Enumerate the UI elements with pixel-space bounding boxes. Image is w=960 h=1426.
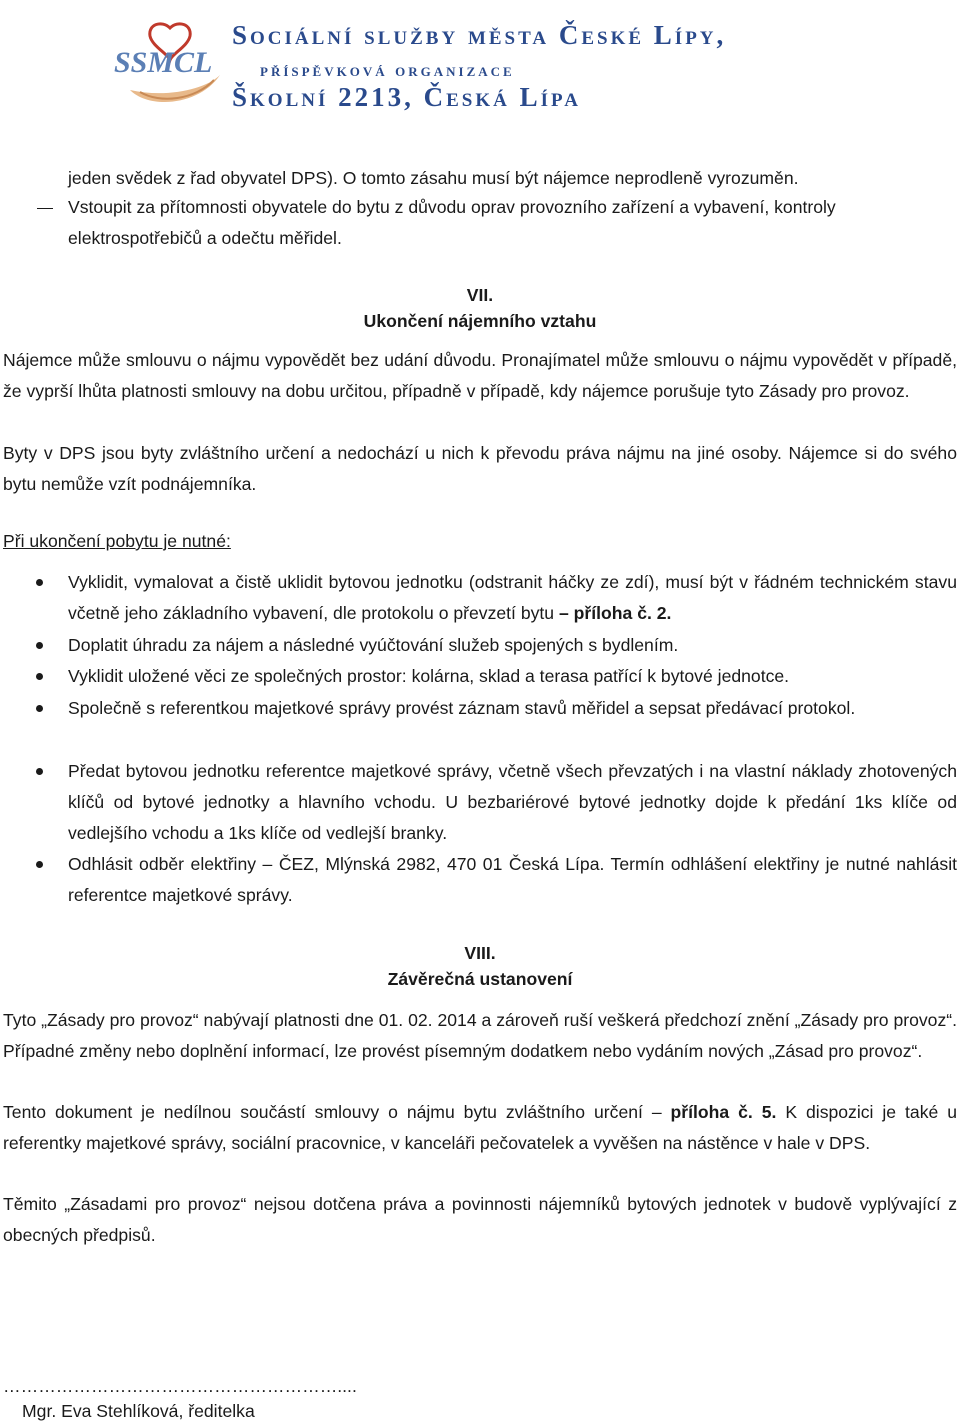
svg-text:SSMCL: SSMCL — [114, 46, 213, 79]
paragraph-attachment — [3, 1097, 957, 1159]
paragraph-validity: Tyto „Zásady pro provoz“ nabývají platnosti dne 01. 02. 2014 a zároveň ruší veškerá předchozí znění „Zásady pro provoz“. Případné změny nebo doplnění informací, lze provést písemným dodatkem nebo vydáním nových „Zásad pro provoz“. — [3, 1010, 957, 1061]
bullet — [36, 768, 43, 775]
paragraph-termination: Nájemce může smlouvu o nájmu vypovědět bez udání důvodu. Pronajímatel může smlouvu o nájmu vypovědět v případě, že vyprší lhůta platnosti smlouvy na dobu určitou, případně v případě, kdy nájemce porušuje tyto Zásady pro provoz. — [3, 350, 957, 401]
bullet — [36, 579, 43, 586]
list-item-enter-flat: Vstoupit za přítomnosti obyvatele do bytu z důvodu oprav provozního zařízení a vybavení, kontroly elektrospotřebičů a odečtu měřidel. — [68, 197, 836, 248]
section-number-viii: VIII. — [464, 943, 496, 963]
list-item-clear-flat — [68, 567, 957, 629]
paragraph-attachment-b: K dispozici je také u referentky majetkové správy, sociální pracovnice, v kanceláři pečovatelek a vyvěšen na nástěnce v hale v DPS. — [3, 1102, 957, 1153]
section-title-viii: Závěrečná ustanovení — [387, 969, 573, 989]
list-item-clear-flat-text: Vyklidit, vymalovat a čistě uklidit bytovou jednotku (odstranit háčky ze zdí), musí být v řádném technickém stavu včetně jeho základního vybavení, dle protokolu o převzetí bytu — [68, 572, 957, 623]
list-item-pay-rent: Doplatit úhradu za nájem a následné vyúčtování služeb spojených s bydlením. — [68, 635, 679, 655]
attachment-ref-5: příloha č. 5. — [670, 1102, 777, 1122]
list-item-clear-storage: Vyklidit uložené věci ze společných prostor: kolárna, sklad a terasa patřící k bytové jednotce. — [68, 666, 790, 686]
paragraph-rights: Těmito „Zásadami pro provoz“ nejsou dotčena práva a povinnosti nájemníků bytových jednotek v budově vyplývající z obecných předpisů. — [3, 1194, 957, 1245]
bullet — [36, 705, 43, 712]
list-item-electricity: Odhlásit odběr elektřiny – ČEZ, Mlýnská 2982, 470 01 Česká Lípa. Termín odhlášení elektřiny je nutné nahlásit referentce majetkové správy. — [68, 854, 957, 905]
bullet — [36, 642, 43, 649]
paragraph-attachment-a: Tento dokument je nedílnou součástí smlouvy o nájmu bytu zvláštního určení – — [3, 1102, 671, 1122]
paragraph-special-flats: Byty v DPS jsou byty zvláštního určení a nedochází u nich k převodu práva nájmu na jiné osoby. Nájemce si do svého bytu nemůže vzít podnájemníka. — [3, 443, 957, 494]
dash-bullet — [37, 208, 53, 209]
bullet — [36, 861, 43, 868]
bullet — [36, 673, 43, 680]
continued-line: jeden svědek z řad obyvatel DPS). O tomto zásahu musí být nájemce neprodleně vyrozuměn. — [68, 168, 799, 188]
org-line-3: Školní 2213, Česká Lípa — [232, 82, 581, 112]
letterhead — [100, 8, 880, 112]
list-heading-text: Při ukončení pobytu je nutné: — [3, 531, 231, 551]
signature-line: ………………………………………………….... — [3, 1376, 357, 1396]
attachment-ref-2: – příloha č. 2. — [558, 603, 672, 623]
list-item-hand-over-keys: Předat bytovou jednotku referentce majetkové správy, včetně všech převzatých i na vlastní náklady zhotovených klíčů od bytové jednotky a hlavního vchodu. U bezbariérové bytové jednotky dojde k předání 1ks klíče od vedlejšího vchodu a 1ks klíče od vedlejší branky. — [68, 761, 957, 843]
signature-name: Mgr. Eva Stehlíková, ředitelka — [22, 1401, 255, 1421]
section-number-vii: VII. — [466, 285, 494, 305]
list-item-meter-record: Společně s referentkou majetkové správy provést záznam stavů měřidel a sepsat předávací protokol. — [68, 698, 856, 718]
org-line-1: Sociální služby města České Lípy, — [232, 20, 727, 50]
ssmcl-logo — [110, 20, 230, 108]
section-title-vii: Ukončení nájemního vztahu — [363, 311, 597, 331]
org-line-2: příspěvková organizace — [260, 60, 515, 80]
list-heading — [3, 526, 957, 557]
